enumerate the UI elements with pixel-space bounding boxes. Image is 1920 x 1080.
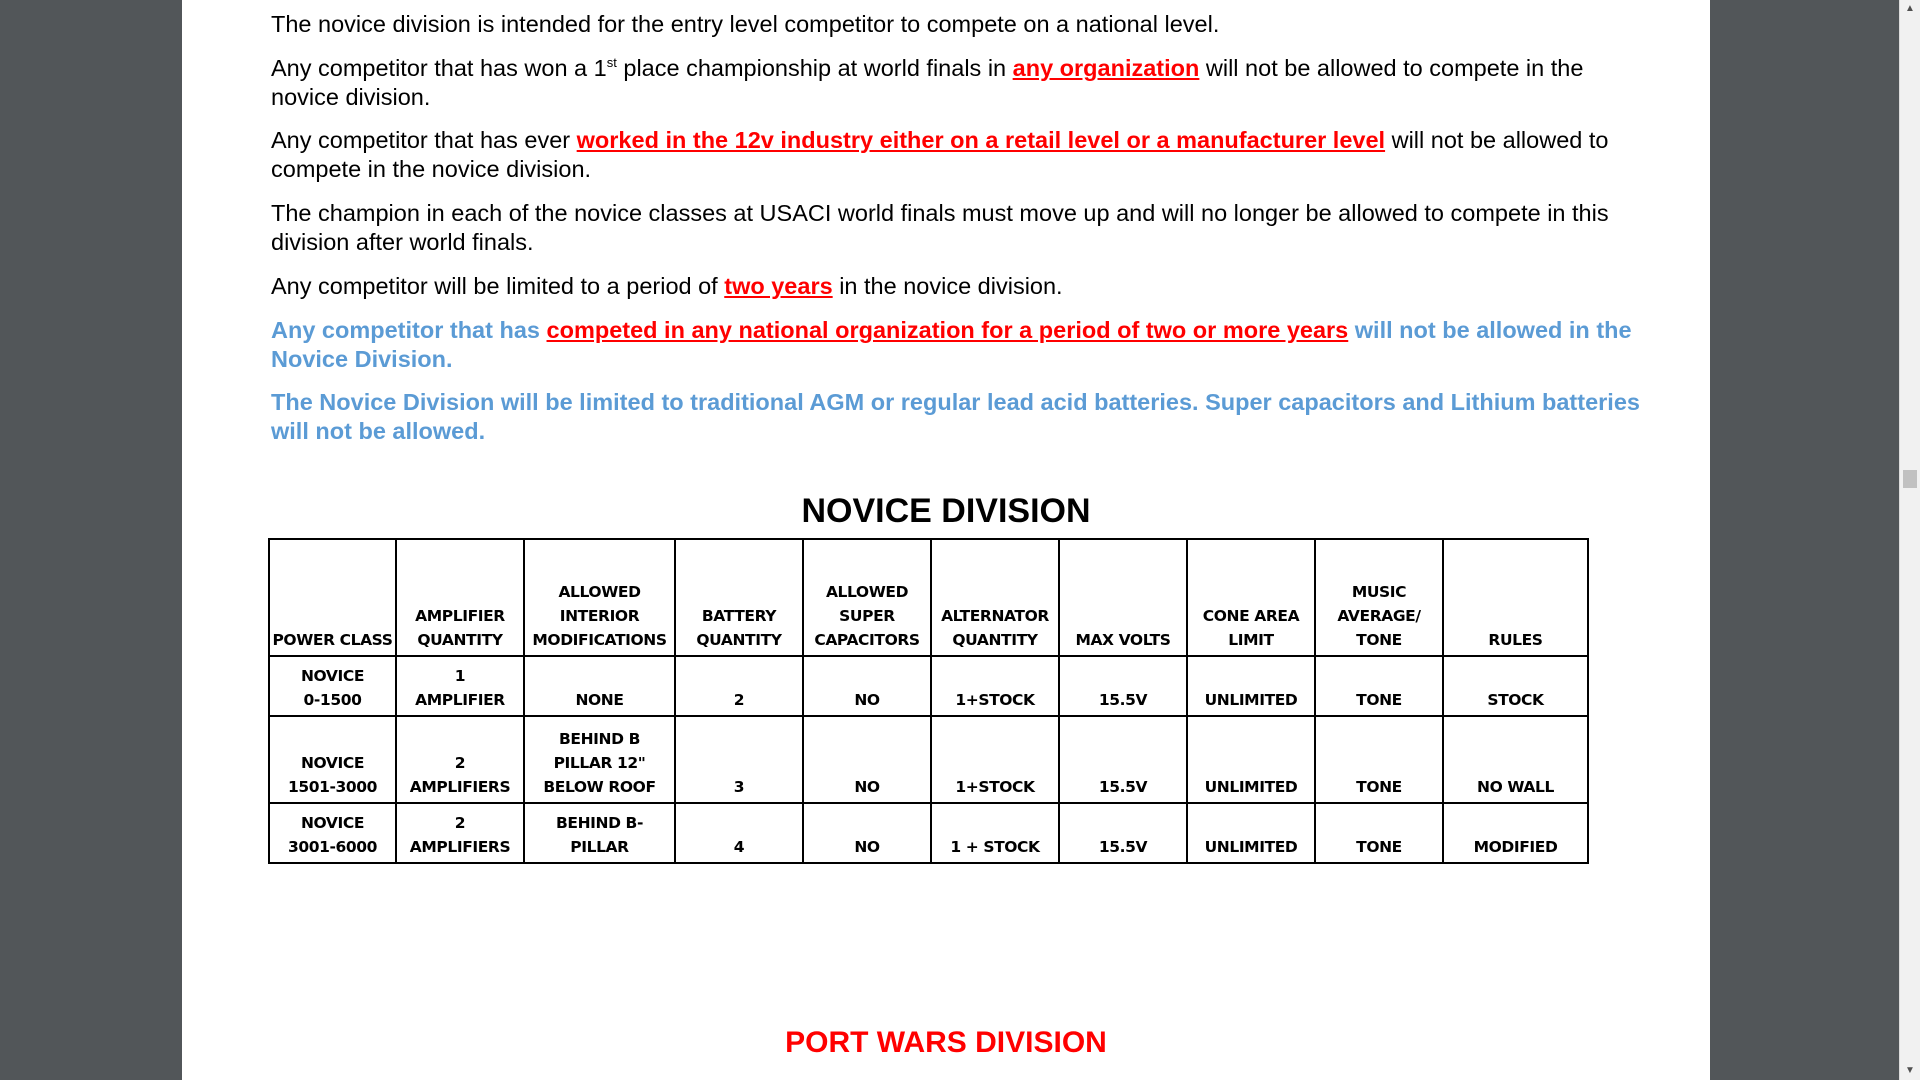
- emphasis-national-organization: competed in any national organization for a period of two or more years: [546, 317, 1349, 343]
- header-battery-quantity: BATTERY QUANTITY: [675, 539, 803, 656]
- cell-super-capacitors: NO: [803, 716, 931, 803]
- cell-cone-area-limit: UNLIMITED: [1187, 803, 1315, 863]
- table-row: [269, 803, 1588, 863]
- header-music-tone: MUSIC AVERAGE/ TONE: [1315, 539, 1443, 656]
- port-wars-division-title: PORT WARS DIVISION: [785, 1026, 1107, 1059]
- text: will not be allowed to compete in the novice division.: [271, 127, 1609, 182]
- header-interior-modifications: ALLOWED INTERIOR MODIFICATIONS: [524, 539, 675, 656]
- cell-interior-modifications: NONE: [524, 656, 675, 716]
- text: Any competitor that has: [271, 317, 547, 343]
- triangle-down-icon[interactable]: ▼: [1905, 1065, 1915, 1076]
- paragraph-champion-move-up: The champion in each of the novice classes at USACI world finals must move up and will no longer be allowed to compete in this division after world finals.: [271, 200, 1609, 255]
- paragraph-two-year-limit: [271, 272, 1651, 301]
- header-super-capacitors: ALLOWED SUPER CAPACITORS: [803, 539, 931, 656]
- table-row: [269, 656, 1588, 716]
- cell-alternator-quantity: 1+STOCK: [931, 656, 1059, 716]
- cell-interior-modifications: BEHIND B- PILLAR: [524, 803, 675, 863]
- cell-alternator-quantity: 1 + STOCK: [931, 803, 1059, 863]
- cell-rules: STOCK: [1443, 656, 1588, 716]
- cell-max-volts: 15.5V: [1059, 656, 1187, 716]
- header-cone-area-limit: CONE AREA LIMIT: [1187, 539, 1315, 656]
- paragraph-world-finals-winners: [271, 54, 1651, 112]
- paragraph-battery-rules: The Novice Division will be limited to traditional AGM or regular lead acid batteries. Super capacitors and Lithium batteries will not be allowed.: [271, 389, 1640, 444]
- paragraph-intro: The novice division is intended for the entry level competitor to compete on a national level.: [271, 11, 1220, 37]
- scrollbar-thumb[interactable]: [1903, 470, 1917, 488]
- header-max-volts: MAX VOLTS: [1059, 539, 1187, 656]
- cell-rules: NO WALL: [1443, 716, 1588, 803]
- paragraph-national-organization: [271, 316, 1651, 374]
- header-amplifier-quantity: AMPLIFIER QUANTITY: [396, 539, 524, 656]
- cell-battery-quantity: 3: [675, 716, 803, 803]
- cell-super-capacitors: NO: [803, 656, 931, 716]
- header-power-class: POWER CLASS: [269, 539, 396, 656]
- cell-cone-area-limit: UNLIMITED: [1187, 656, 1315, 716]
- superscript: st: [606, 55, 617, 71]
- cell-battery-quantity: 2: [675, 656, 803, 716]
- text: Any competitor that has won a 1: [271, 55, 607, 81]
- cell-max-volts: 15.5V: [1059, 716, 1187, 803]
- cell-battery-quantity: 4: [675, 803, 803, 863]
- header-rules: RULES: [1443, 539, 1588, 656]
- cell-music-tone: TONE: [1315, 716, 1443, 803]
- cell-power-class: NOVICE 1501-3000: [269, 716, 396, 803]
- header-alternator-quantity: ALTERNATOR QUANTITY: [931, 539, 1059, 656]
- cell-amplifier-quantity: 2 AMPLIFIERS: [396, 803, 524, 863]
- table-header-row: [269, 539, 1588, 656]
- triangle-up-icon[interactable]: ▲: [1905, 3, 1915, 14]
- cell-cone-area-limit: UNLIMITED: [1187, 716, 1315, 803]
- cell-max-volts: 15.5V: [1059, 803, 1187, 863]
- cell-power-class: NOVICE 0-1500: [269, 656, 396, 716]
- cell-amplifier-quantity: 2 AMPLIFIERS: [396, 716, 524, 803]
- document-page: [182, 0, 1710, 1080]
- emphasis-any-organization: any organization: [1012, 55, 1200, 81]
- vertical-scrollbar[interactable]: [1899, 0, 1920, 1080]
- paragraph-industry-workers: [271, 126, 1651, 184]
- cell-music-tone: TONE: [1315, 656, 1443, 716]
- novice-division-table: [268, 538, 1589, 864]
- cell-amplifier-quantity: 1 AMPLIFIER: [396, 656, 524, 716]
- table-row: [269, 716, 1588, 803]
- text: Any competitor will be limited to a period of: [271, 273, 725, 299]
- emphasis-two-years: two years: [724, 273, 833, 299]
- cell-super-capacitors: NO: [803, 803, 931, 863]
- cell-interior-modifications: BEHIND B PILLAR 12" BELOW ROOF: [524, 716, 675, 803]
- text: place championship at world finals in: [616, 55, 1013, 81]
- text: in the novice division.: [832, 273, 1063, 299]
- cell-rules: MODIFIED: [1443, 803, 1588, 863]
- text: will not be allowed in the Novice Division.: [271, 317, 1632, 372]
- text: will not be allowed to compete in the novice division.: [271, 55, 1584, 110]
- emphasis-12v-industry: worked in the 12v industry either on a retail level or a manufacturer level: [576, 127, 1386, 153]
- text: Any competitor that has ever: [271, 127, 577, 153]
- cell-power-class: NOVICE 3001-6000: [269, 803, 396, 863]
- cell-music-tone: TONE: [1315, 803, 1443, 863]
- cell-alternator-quantity: 1+STOCK: [931, 716, 1059, 803]
- novice-division-title: NOVICE DIVISION: [801, 492, 1091, 530]
